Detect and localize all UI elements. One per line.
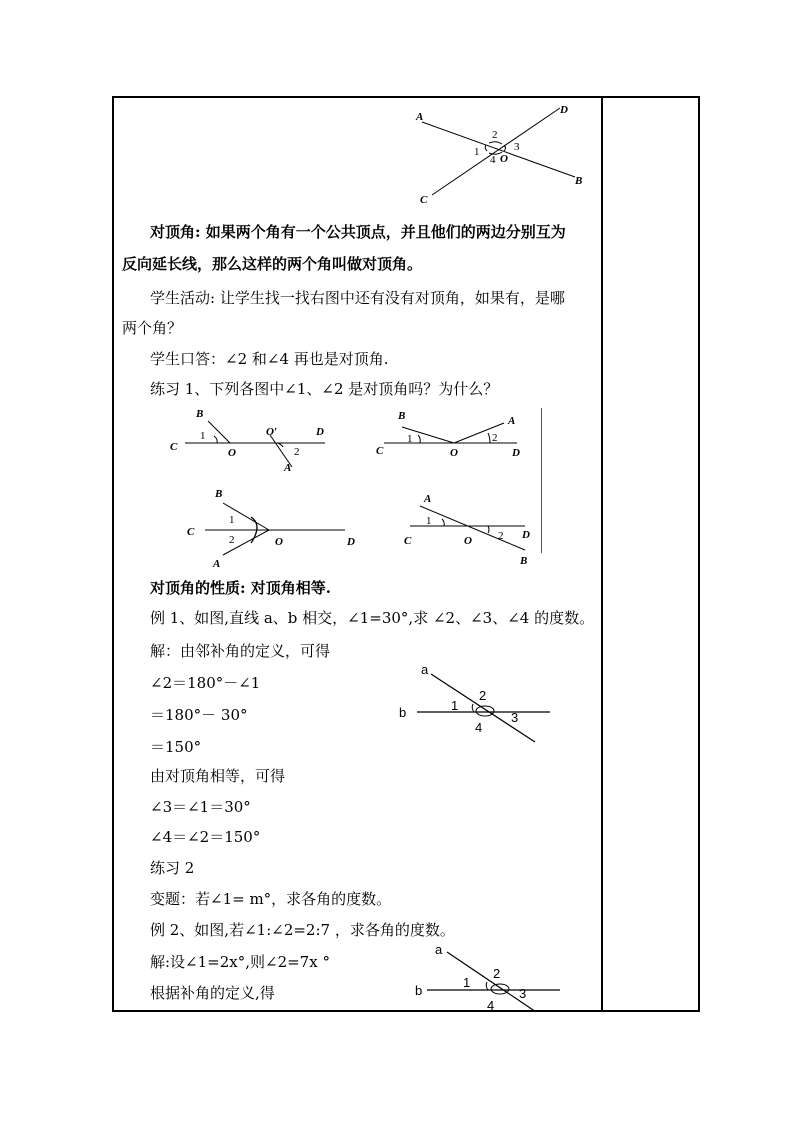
label-4: 4: [490, 154, 496, 166]
f2-label-D: D: [512, 447, 520, 459]
line-CD: [432, 108, 560, 195]
f1-label-Op: O′: [266, 426, 278, 438]
activity-line-2: 两个角？: [122, 319, 183, 337]
f1-label-B: B: [196, 408, 204, 420]
figure-lines-ab: [395, 660, 565, 750]
f4-label-D: D: [522, 529, 530, 541]
f1-label-2: 2: [294, 446, 300, 458]
f1-label-D: D: [316, 426, 324, 438]
equation-1: ∠2＝180°－∠1: [150, 674, 261, 692]
ab-label-3: 3: [511, 710, 519, 725]
f3-label-D: D: [347, 536, 355, 548]
f3-label-1: 1: [229, 514, 235, 526]
f1-label-C: C: [170, 441, 178, 453]
f4-label-2: 2: [498, 530, 504, 542]
equation-2: ＝180°－ 30°: [150, 706, 248, 724]
ab-label-2: 2: [479, 688, 487, 703]
ab2-label-1: 1: [463, 975, 471, 990]
label-3: 3: [514, 141, 520, 153]
f4-label-B: B: [520, 555, 528, 567]
label-2: 2: [492, 129, 498, 141]
f3-label-2: 2: [229, 534, 235, 546]
ab2-label-b: b: [415, 983, 423, 998]
f1-label-A: A: [284, 462, 292, 474]
label-1: 1: [474, 146, 480, 158]
example-1: 例 1、如图,直线 a、b 相交，∠1=30°,求 ∠2、∠3、∠4 的度数。: [150, 609, 595, 627]
f4-label-A: A: [424, 493, 432, 505]
f2-label-2: 2: [492, 432, 498, 444]
f2-label-O: O: [450, 447, 458, 459]
figure-lines-ab-2-clip: [405, 940, 575, 1011]
solution-2: 解:设∠1=2x°,则∠2=7x °: [150, 953, 330, 971]
f1-label-1: 1: [200, 430, 206, 442]
ab-label-4: 4: [475, 720, 483, 735]
label-D: D: [560, 104, 568, 116]
f2-label-B: B: [398, 410, 406, 422]
f3-label-C: C: [187, 526, 195, 538]
f2-label-C: C: [376, 445, 384, 457]
student-answer: 学生口答：∠2 和∠4 再也是对顶角.: [150, 350, 389, 368]
column-divider: [601, 96, 603, 1012]
activity-line-1: 学生活动: 让学生找一找右图中还有没有对顶角，如果有，是哪: [150, 289, 565, 307]
figure-lines-ab-2: [405, 940, 575, 1011]
ab-label-a: a: [421, 662, 429, 677]
equation-3: ＝150°: [150, 738, 202, 756]
ab-label-b: b: [399, 705, 407, 720]
label-C: C: [420, 194, 428, 206]
label-O: O: [500, 153, 508, 165]
exercise-2: 练习 2: [150, 859, 195, 877]
f2-label-1: 1: [407, 433, 413, 445]
f3-label-B: B: [215, 488, 223, 500]
f1-label-O: O: [228, 447, 236, 459]
label-A: A: [416, 111, 424, 123]
supplementary-def: 根据补角的定义,得: [150, 984, 275, 1002]
example-2: 例 2、如图,若∠1:∠2=2:7 ，求各角的度数。: [150, 921, 455, 939]
ab2-label-4: 4: [487, 998, 495, 1013]
figure-vertical-angles: [410, 100, 600, 210]
f4-label-C: C: [404, 535, 412, 547]
label-B: B: [575, 175, 583, 187]
vertical-angles-equal: 由对顶角相等，可得: [150, 767, 286, 785]
exercise-figure-3: [185, 485, 365, 570]
property-heading: 对顶角的性质: 对顶角相等.: [150, 579, 331, 597]
ab-label-1: 1: [451, 698, 459, 713]
exercise-figure-4: [400, 488, 550, 568]
f3-label-A: A: [213, 558, 221, 570]
exercise-figure-1: [170, 405, 340, 475]
f4-label-1: 1: [426, 515, 432, 527]
exercise-figure-2: [372, 405, 542, 465]
f4-label-O: O: [464, 535, 472, 547]
ab2-label-2: 2: [493, 966, 501, 981]
f3-label-O: O: [275, 536, 283, 548]
equation-5: ∠4＝∠2＝150°: [150, 828, 261, 846]
equation-4: ∠3＝∠1＝30°: [150, 798, 251, 816]
definition-line-2: 反向延长线，那么这样的两个角叫做对顶角。: [122, 255, 423, 273]
exercise-1: 练习 1、下列各图中∠1、∠2 是对顶角吗？为什么？: [150, 380, 499, 398]
ab2-label-a: a: [435, 942, 443, 957]
f2-label-A: A: [508, 415, 516, 427]
solution-intro: 解：由邻补角的定义，可得: [150, 642, 331, 660]
variant-question: 变题：若∠1= m°，求各角的度数。: [150, 890, 392, 908]
definition-line-1: 对顶角: 如果两个角有一个公共顶点，并且他们的两边分别互为: [150, 223, 566, 241]
ab2-label-3: 3: [519, 986, 527, 1001]
